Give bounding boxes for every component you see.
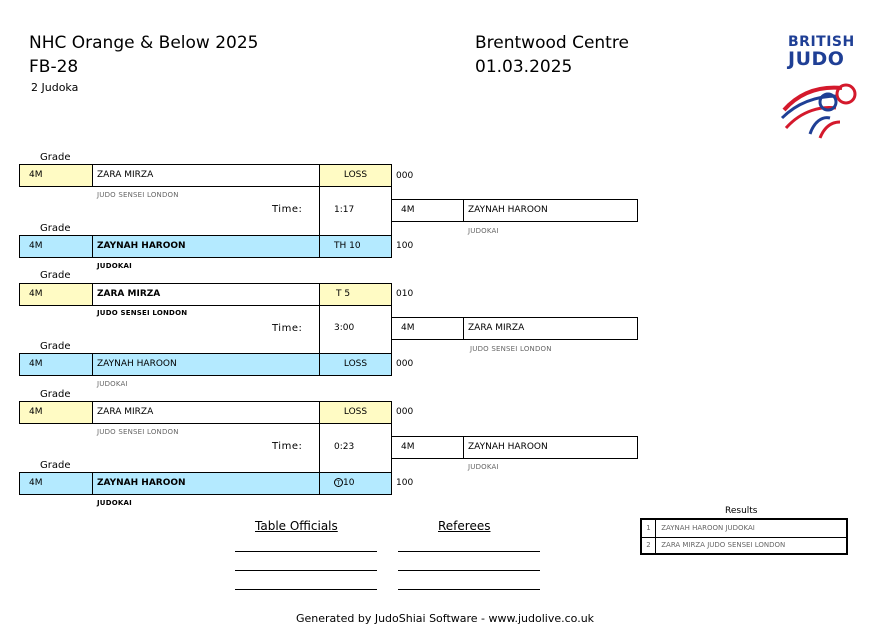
bracket-line <box>319 423 320 472</box>
match-time: 3:00 <box>334 323 355 333</box>
winner-club: JUDO SENSEI LONDON <box>470 345 552 353</box>
bracket-line <box>319 187 320 236</box>
result-text: ZAYNAH HAROON JUDOKAI <box>661 524 755 532</box>
event-date: 01.03.2025 <box>475 57 573 77</box>
result-text: ZARA MIRZA JUDO SENSEI LONDON <box>661 541 786 549</box>
results-heading: Results <box>725 506 758 516</box>
result-place: 1 <box>642 520 656 537</box>
white-club: JUDO SENSEI LONDON <box>97 191 179 199</box>
blue-result: TH 10 <box>319 235 392 258</box>
white-result: T 5 <box>319 283 392 306</box>
grade-label: Grade <box>40 152 71 163</box>
referees-heading: Referees <box>438 519 491 533</box>
blue-result: 10 <box>343 478 355 488</box>
result-place: 2 <box>642 537 656 554</box>
winner-grade: 4M <box>391 317 464 340</box>
winner-grade: 4M <box>391 199 464 222</box>
signature-line <box>398 551 540 552</box>
grade-label: Grade <box>40 460 71 471</box>
winner-name: ZAYNAH HAROON <box>463 436 638 459</box>
signature-line <box>235 589 377 590</box>
grade-label: Grade <box>40 341 71 352</box>
signature-line <box>398 570 540 571</box>
blue-grade: 4M <box>19 472 93 495</box>
white-score: 010 <box>396 289 414 299</box>
judo-figure-icon <box>780 72 860 142</box>
tournament-title: NHC Orange & Below 2025 <box>29 33 259 53</box>
blue-club: JUDOKAI <box>97 262 132 270</box>
white-result: LOSS <box>319 164 392 187</box>
results-row <box>642 537 846 554</box>
competitor-count: 2 Judoka <box>31 81 79 94</box>
grade-label: Grade <box>40 223 71 234</box>
grade-label: Grade <box>40 389 71 400</box>
results-table <box>640 518 848 555</box>
signature-line <box>235 570 377 571</box>
white-score: 000 <box>396 171 414 181</box>
winner-club: JUDOKAI <box>468 227 499 235</box>
signature-line <box>235 551 377 552</box>
grade-label: Grade <box>40 270 71 281</box>
signature-line <box>398 589 540 590</box>
white-name: ZARA MIRZA <box>92 401 320 424</box>
blue-score: 100 <box>396 478 414 488</box>
logo-line1: BRITISH <box>788 34 855 50</box>
shido-icon: T <box>334 478 343 487</box>
white-name: ZARA MIRZA <box>92 283 320 306</box>
blue-name: ZAYNAH HAROON <box>92 235 320 258</box>
results-row <box>642 520 846 538</box>
blue-score: 000 <box>396 359 414 369</box>
time-label: Time: <box>272 204 303 215</box>
blue-score: 100 <box>396 241 414 251</box>
blue-name: ZAYNAH HAROON <box>92 353 320 376</box>
category-label: FB-28 <box>29 57 79 77</box>
blue-grade: 4M <box>19 353 93 376</box>
logo-line2: JUDO <box>788 48 845 70</box>
white-score: 000 <box>396 407 414 417</box>
footer-credit: Generated by JudoShiai Software - www.judolive.co.uk <box>296 612 595 625</box>
table-officials-heading: Table Officials <box>255 519 338 533</box>
time-label: Time: <box>272 323 303 334</box>
winner-club: JUDOKAI <box>468 463 499 471</box>
white-club: JUDO SENSEI LONDON <box>97 428 179 436</box>
winner-name: ZARA MIRZA <box>463 317 638 340</box>
match-time: 0:23 <box>334 442 355 452</box>
white-name: ZARA MIRZA <box>92 164 320 187</box>
british-judo-logo <box>780 34 860 144</box>
venue-name: Brentwood Centre <box>475 33 629 53</box>
bracket-line <box>319 305 320 354</box>
blue-grade: 4M <box>19 235 93 258</box>
white-grade: 4M <box>19 283 93 306</box>
blue-result: LOSS <box>319 353 392 376</box>
white-result: LOSS <box>319 401 392 424</box>
white-club: JUDO SENSEI LONDON <box>97 309 188 317</box>
white-grade: 4M <box>19 164 93 187</box>
blue-name: ZAYNAH HAROON <box>92 472 320 495</box>
blue-result-cell <box>319 472 392 495</box>
blue-club: JUDOKAI <box>97 380 128 388</box>
match-time: 1:17 <box>334 205 355 215</box>
time-label: Time: <box>272 441 303 452</box>
winner-name: ZAYNAH HAROON <box>463 199 638 222</box>
white-grade: 4M <box>19 401 93 424</box>
winner-grade: 4M <box>391 436 464 459</box>
blue-club: JUDOKAI <box>97 499 132 507</box>
